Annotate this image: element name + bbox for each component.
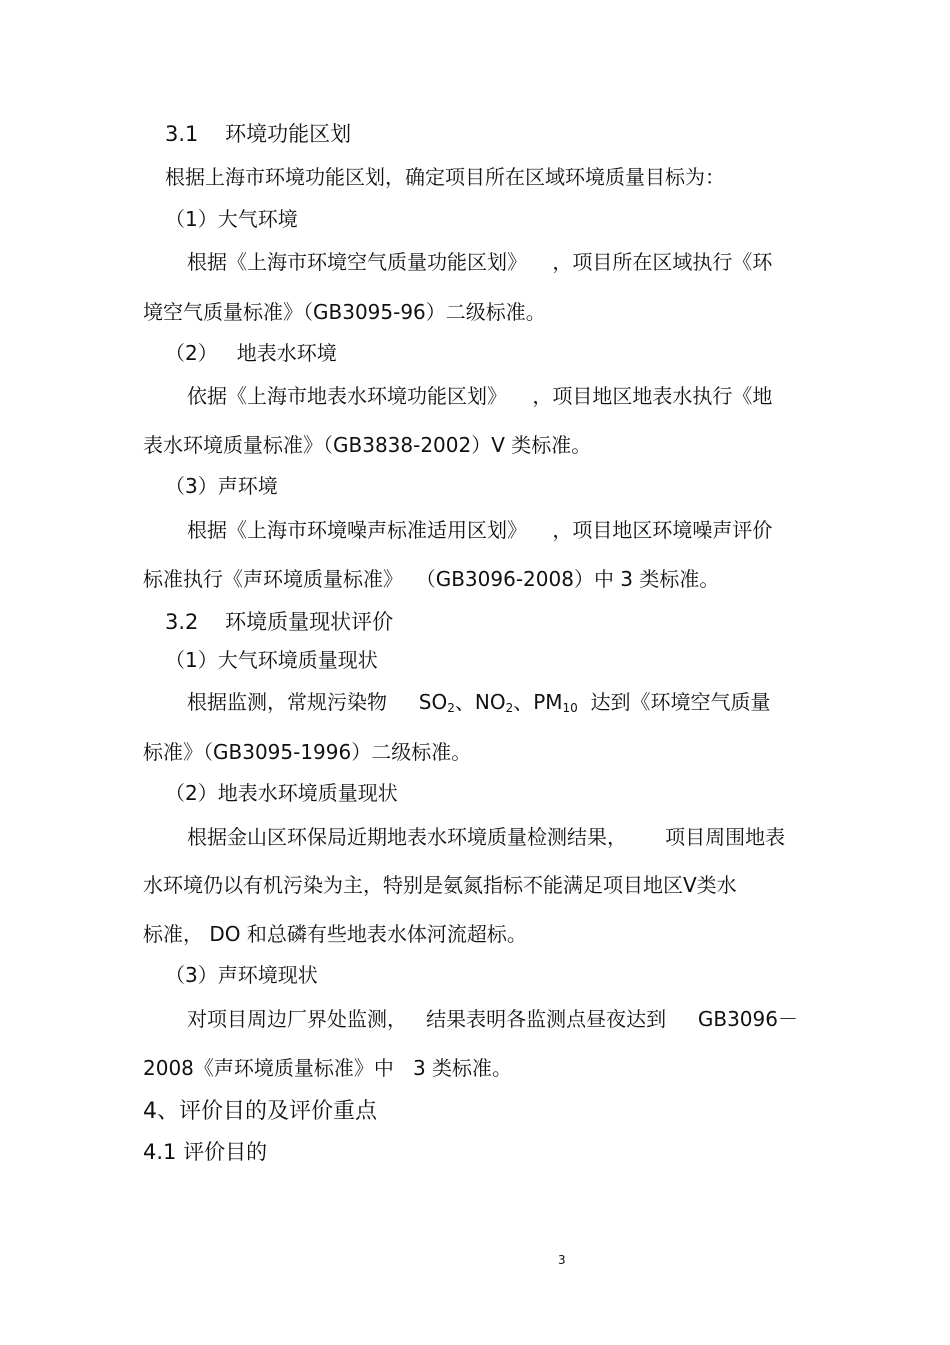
- surface-water-status-text-line-1: 根据金山区环保局近期地表水环境质量检测结果， 项目周围地表: [187, 825, 786, 849]
- acoustic-environment-heading: （3）声环境: [165, 474, 278, 498]
- section-4-heading: 4、评价目的及评价重点: [143, 1099, 377, 1124]
- surface-water-text-line-1: 依据《上海市地表水环境功能区划》 ，项目地区地表水执行《地: [187, 384, 773, 408]
- section-4-1-heading: 4.1 评价目的: [143, 1140, 268, 1164]
- surface-water-status-text-line-2: 水环境仍以有机污染为主，特别是氨氮指标不能满足项目地区Ⅴ类水: [143, 873, 737, 897]
- acoustic-environment-text-line-1: 根据《上海市环境噪声标准适用区划》 ，项目地区环境噪声评价: [187, 518, 773, 542]
- air-status-prefix: 根据监测，常规污染物 SO: [187, 690, 448, 714]
- surface-water-heading: （2） 地表水环境: [165, 341, 337, 365]
- air-quality-status-text-line-1: [187, 690, 771, 714]
- surface-water-status-text-line-3: 标准， DO 和总磷有些地表水体河流超标。: [143, 922, 527, 946]
- so2-subscript: 2: [447, 701, 455, 715]
- air-quality-status-text-line-2: 标准》（GB3095-1996）二级标准。: [143, 740, 472, 764]
- air-status-separator-2: 、PM: [513, 690, 563, 714]
- pm10-subscript: 10: [562, 701, 578, 715]
- surface-water-text-line-2: 表水环境质量标准》（GB3838-2002）V 类标准。: [143, 433, 592, 457]
- acoustic-status-text-line-1: 对项目周边厂界处监测， 结果表明各监测点昼夜达到 GB3096－: [187, 1007, 798, 1031]
- air-status-separator-1: 、NO: [454, 690, 506, 714]
- air-environment-text-line-1: 根据《上海市环境空气质量功能区划》 ，项目所在区域执行《环: [187, 250, 773, 274]
- acoustic-status-heading: （3）声环境现状: [165, 963, 318, 987]
- section-3-2-heading: 3.2 环境质量现状评价: [165, 610, 394, 634]
- air-status-suffix: 达到《环境空气质量: [577, 690, 771, 714]
- air-environment-heading: （1）大气环境: [165, 207, 298, 231]
- section-3-1-heading: 3.1 环境功能区划: [165, 122, 352, 146]
- air-quality-status-heading: （1）大气环境质量现状: [165, 648, 378, 672]
- page-number: 3: [558, 1253, 566, 1267]
- surface-water-status-heading: （2）地表水环境质量现状: [165, 781, 398, 805]
- acoustic-status-text-line-2: 2008《声环境质量标准》中 3 类标准。: [143, 1056, 513, 1080]
- air-environment-text-line-2: 境空气质量标准》（GB3095-96）二级标准。: [143, 300, 546, 324]
- acoustic-environment-text-line-2: 标准执行《声环境质量标准》 （GB3096-2008）中 3 类标准。: [143, 567, 720, 591]
- section-3-1-intro: 根据上海市环境功能区划，确定项目所在区域环境质量目标为：: [165, 165, 725, 189]
- no2-subscript: 2: [505, 701, 514, 715]
